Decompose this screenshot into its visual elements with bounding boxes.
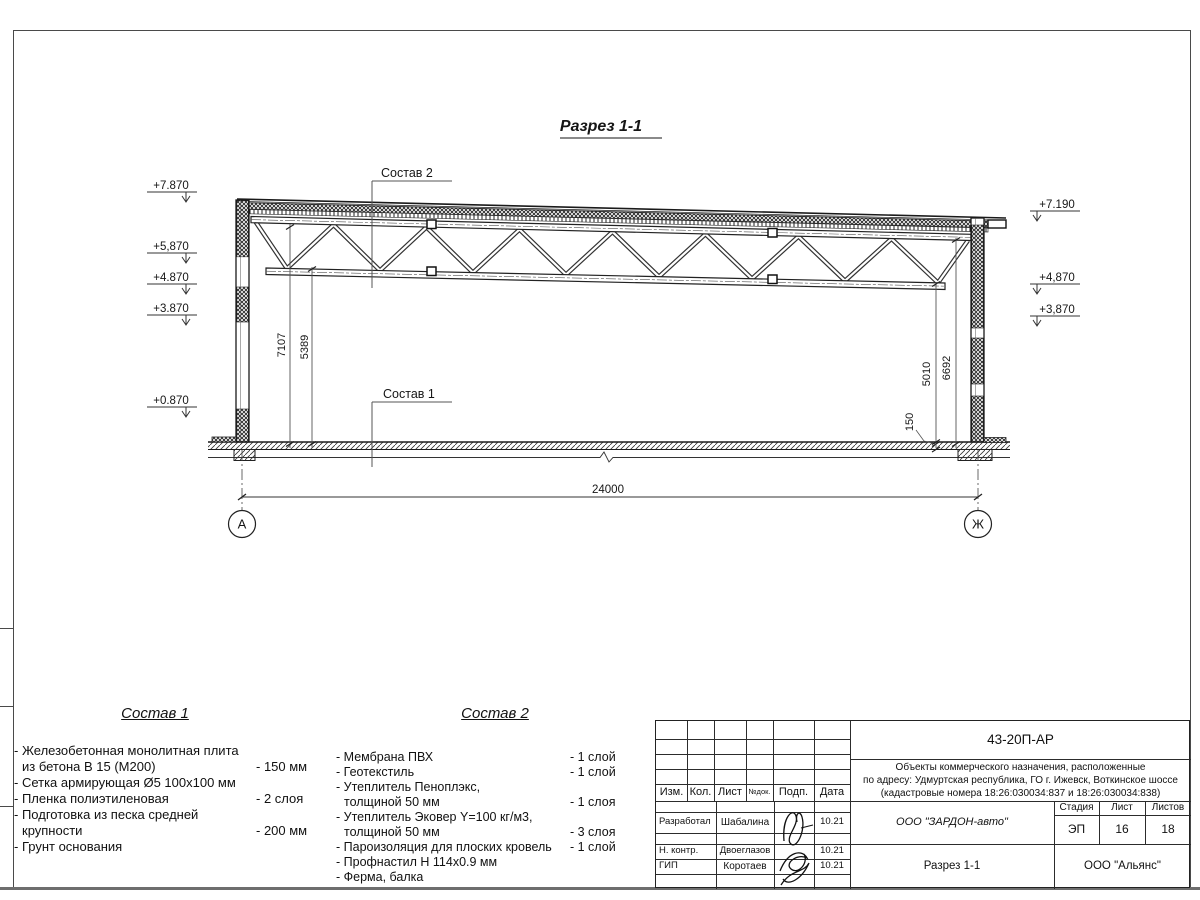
col-header-list: Лист (718, 786, 742, 799)
ground-line-with-break (208, 452, 1010, 462)
list-item (14, 791, 316, 807)
org-name: ООО "Альянс" (1084, 859, 1161, 872)
item-text: - Подготовка из песка средней (14, 807, 199, 822)
role-developer: Разработал (659, 816, 711, 828)
list-item (14, 743, 316, 775)
axis-bubble-a (229, 511, 256, 538)
list-item (14, 839, 316, 855)
item-text: - Ферма, балка (336, 870, 424, 884)
truss-gusset (427, 220, 436, 229)
project-line: (кадастровые номера 18:26:030034:837 и 18:26:030034:838) (880, 788, 1161, 799)
role-gip: ГИП (659, 860, 678, 872)
item-text: - Профнастил Н 114х0.9 мм (336, 855, 498, 869)
dim-7107: 7107 (276, 332, 288, 358)
callout-sostav1 (372, 387, 452, 467)
list-item (336, 870, 634, 885)
dim-5010: 5010 (921, 361, 933, 387)
col-header-ndok: №док. (748, 787, 771, 797)
list-item (14, 807, 316, 839)
sostav1-title: Состав 1 (121, 705, 189, 722)
item-value: - 1 слой (570, 750, 616, 764)
axis-a-label: А (237, 516, 247, 532)
sostav2-list (336, 750, 634, 885)
elevation-label: +3.870 (153, 303, 189, 315)
margin-tick (0, 706, 13, 707)
callout-sostav2-label: Состав 2 (381, 166, 433, 180)
section-title (560, 118, 662, 138)
truss-gusset (768, 275, 777, 284)
span-dimension (238, 450, 982, 511)
elevation-marks-left (147, 180, 197, 417)
elevation-mark (147, 272, 197, 294)
list-item (14, 775, 316, 791)
dim-6692: 6692 (941, 355, 953, 381)
item-text: толщиной 50 мм (344, 795, 440, 809)
signatures (774, 801, 814, 889)
right-plinth-detail (984, 438, 1006, 443)
item-value: - 150 мм (256, 759, 308, 774)
list-item (336, 750, 634, 765)
item-text: - Железобетонная монолитная плита (14, 743, 239, 758)
elevation-label: +0.870 (153, 395, 189, 407)
elevation-label: +5,870 (153, 241, 189, 253)
elevation-label: +3,870 (1039, 304, 1075, 316)
col-header-izm: Изм. (659, 786, 684, 799)
callout-sostav1-label: Состав 1 (383, 387, 435, 401)
company-name: ООО "ЗАРДОН-авто" (896, 816, 1008, 829)
item-value: - 2 слоя (256, 791, 304, 806)
axis-zh-label: Ж (971, 516, 985, 532)
list-item (336, 855, 634, 870)
right-column (971, 218, 984, 442)
dim-24000: 24000 (592, 484, 624, 496)
doc-code: 43-20П-АР (987, 732, 1054, 748)
sostav1-list (14, 743, 316, 855)
elevation-mark (147, 180, 197, 202)
elevation-mark (1030, 304, 1080, 326)
stage-label: Стадия (1059, 802, 1094, 814)
project-line: по адресу: Удмуртская республика, ГО г. Ижевск, Воткинское шоссе (863, 775, 1178, 786)
axis-bubble-zh (965, 511, 992, 538)
elevation-mark (147, 303, 197, 325)
signature-mark (780, 853, 809, 885)
item-text: - Геотекстиль (336, 765, 415, 779)
stage-value: ЭП (1067, 821, 1086, 836)
sheet-label: Лист (1111, 802, 1133, 814)
item-text: - Сетка армирующая Ø5 100х100 мм (14, 775, 236, 790)
item-text: - Пленка полиэтиленовая (14, 791, 169, 806)
margin-tick (0, 806, 13, 807)
title-block (655, 720, 1190, 888)
item-text: - Грунт основания (14, 839, 123, 854)
project-description (850, 760, 1191, 801)
elevation-marks-right (1030, 199, 1080, 326)
item-value: - 200 мм (256, 823, 308, 838)
item-text: - Утеплитель Эковер Y=100 кг/м3, (336, 810, 533, 824)
truss-gusset (427, 267, 436, 276)
elevation-mark (147, 395, 197, 417)
elevation-label: +7.190 (1039, 199, 1075, 211)
col-header-kol: Кол. (689, 786, 712, 799)
elevation-mark (1030, 199, 1080, 221)
elevation-label: +4.870 (153, 272, 189, 284)
list-item (336, 840, 634, 855)
left-column (236, 200, 249, 442)
item-value: - 1 слой (570, 765, 616, 779)
date-ncontrol: 10.21 (820, 845, 844, 857)
sheets-value: 18 (1161, 821, 1175, 836)
elevation-mark (1030, 272, 1080, 294)
vertical-dimensions (286, 224, 960, 448)
dim-5389: 5389 (299, 334, 311, 360)
item-text: толщиной 50 мм (344, 825, 440, 839)
item-text: - Утеплитель Пеноплэкс, (336, 780, 481, 794)
left-footing (234, 450, 255, 461)
truss-gusset (768, 229, 777, 238)
col-header-data: Дата (819, 786, 845, 799)
item-value: - 1 слой (570, 840, 616, 854)
item-value: - 1 слоя (570, 795, 616, 809)
date-gip: 10.21 (820, 860, 844, 872)
role-ncontrol: Н. контр. (659, 845, 699, 857)
sheet-value: 16 (1115, 821, 1129, 836)
floor-slab (208, 437, 1010, 462)
roof-edge-cap (988, 220, 1006, 228)
item-value: - 3 слоя (570, 825, 616, 839)
name-developer: Шабалина (720, 816, 770, 828)
item-text: из бетона В 15 (М200) (22, 759, 156, 774)
sheets-label: Листов (1151, 802, 1185, 814)
name-ncontrol: Двоеглазов (719, 845, 771, 857)
date-developer: 10.21 (820, 816, 844, 828)
left-plinth-detail (212, 437, 236, 442)
project-line: Объекты коммерческого назначения, расположенные (895, 762, 1146, 773)
dim-150: 150 (904, 412, 916, 432)
sheet-title: Разрез 1-1 (923, 859, 981, 872)
list-item (336, 780, 634, 810)
item-text: крупности (22, 823, 83, 838)
col-header-podp: Подп. (778, 786, 809, 799)
elevation-label: +7.870 (153, 180, 189, 192)
list-item (336, 765, 634, 780)
list-item (336, 810, 634, 840)
item-text: - Мембрана ПВХ (336, 750, 434, 764)
sostav2-title: Состав 2 (461, 705, 529, 722)
name-gip: Коротаев (723, 860, 767, 872)
signature-mark (784, 813, 803, 845)
elevation-mark (147, 241, 197, 263)
item-text: - Пароизоляция для плоских кровель (336, 840, 552, 854)
section-title-text: Разрез 1-1 (559, 118, 643, 135)
elevation-label: +4,870 (1039, 272, 1075, 284)
right-footing (958, 450, 992, 461)
